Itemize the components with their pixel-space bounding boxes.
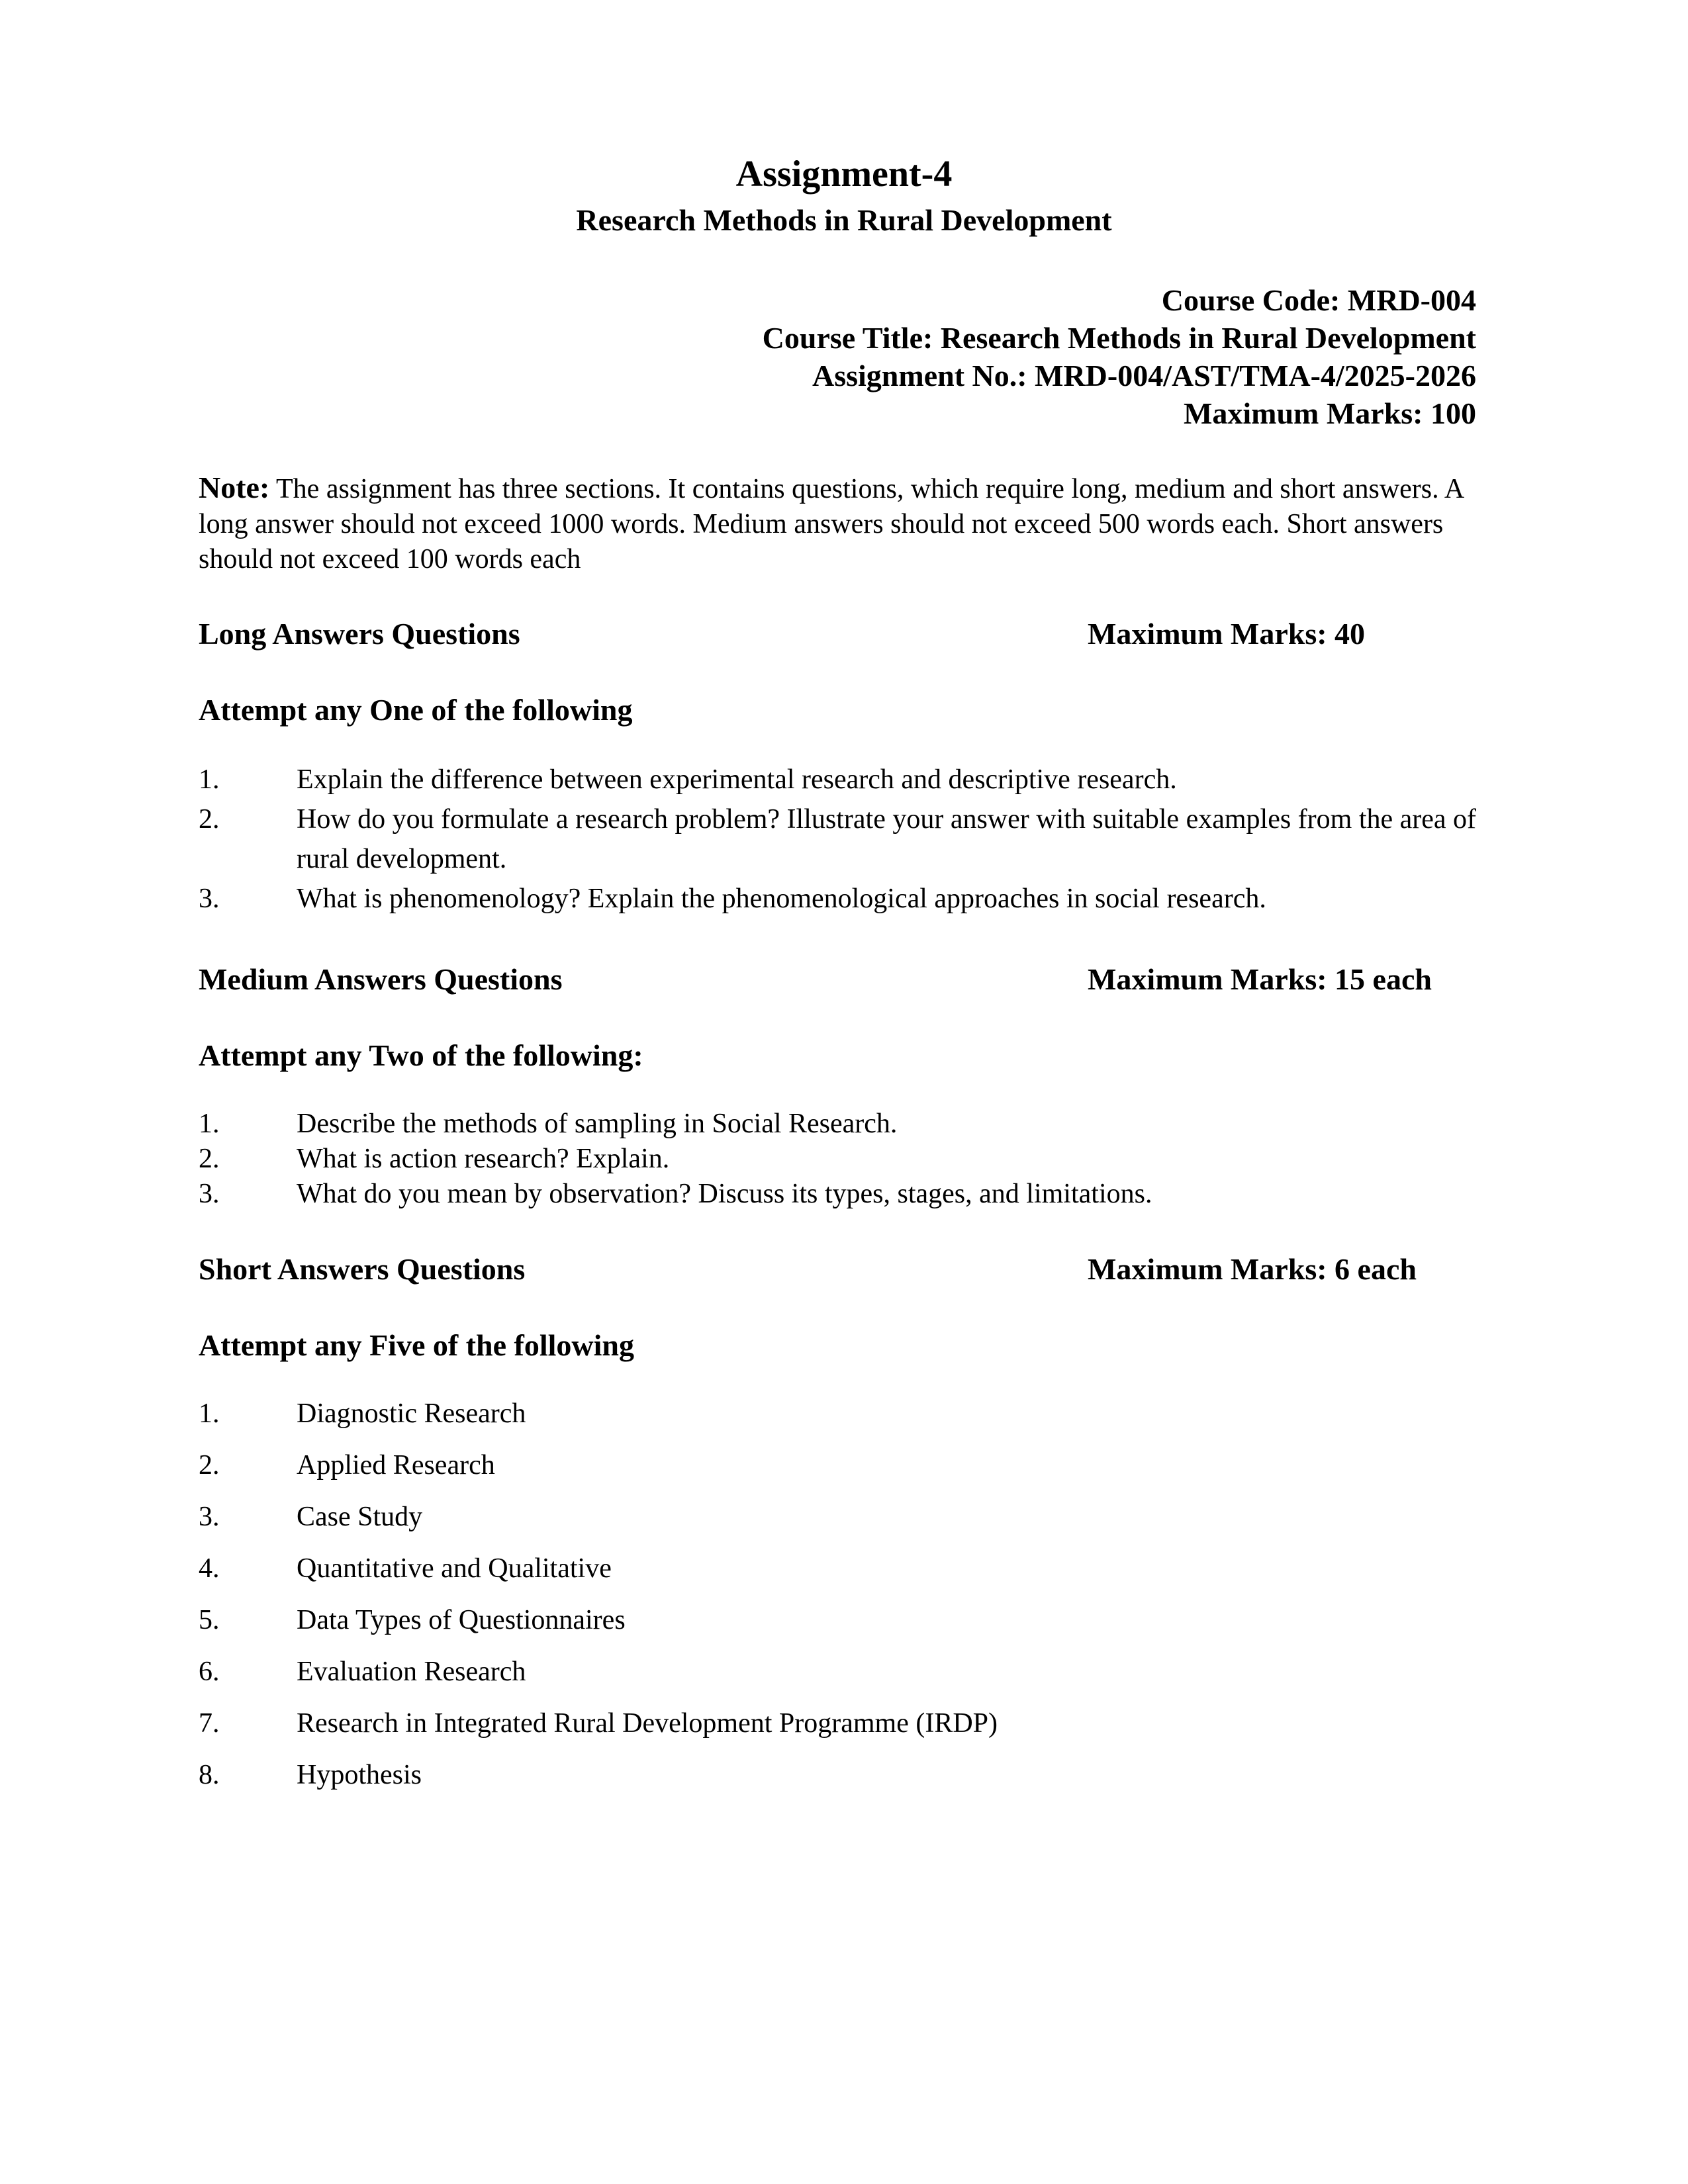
item-text: Data Types of Questionnaires xyxy=(297,1605,626,1635)
item-text: Applied Research xyxy=(297,1450,495,1480)
list-item xyxy=(199,1704,1483,1743)
item-number: 2. xyxy=(199,1144,220,1174)
item-number: 3. xyxy=(199,1502,220,1532)
course-meta xyxy=(763,281,1476,432)
item-text: Quantitative and Qualitative xyxy=(297,1553,612,1584)
assignment-note xyxy=(199,470,1483,577)
item-text: How do you formulate a research problem? Illustrate your answer with suitable examples from the area of rural development. xyxy=(297,804,1477,874)
long-section-title: Long Answers Questions xyxy=(199,617,520,651)
list-item xyxy=(199,1107,1483,1142)
medium-question-list xyxy=(199,1107,1483,1212)
course-title: Course Title: Research Methods in Rural Development xyxy=(762,321,1476,355)
medium-section-instruction: Attempt any Two of the following: xyxy=(199,1038,643,1072)
list-item xyxy=(199,760,1483,799)
item-text: What is phenomenology? Explain the phenomenological approaches in social research. xyxy=(297,884,1266,914)
item-number: 3. xyxy=(199,884,220,914)
item-number: 2. xyxy=(199,804,220,835)
item-number: 8. xyxy=(199,1760,220,1790)
page-title: Assignment-4 xyxy=(735,154,953,195)
long-section-marks: Maximum Marks: 40 xyxy=(1088,617,1366,651)
list-item xyxy=(199,1394,1483,1433)
maximum-marks-total: Maximum Marks: 100 xyxy=(1183,396,1476,430)
item-text: What do you mean by observation? Discuss its types, stages, and limitations. xyxy=(297,1179,1152,1209)
item-text: Case Study xyxy=(297,1502,423,1532)
medium-section-title: Medium Answers Questions xyxy=(199,962,563,996)
short-question-list xyxy=(199,1394,1483,1807)
note-text: The assignment has three sections. It contains questions, which require long, medium and short answers. A long answer should not exceed 1000 words. Medium answers should not exceed 500 words each. Short answers should not exceed 100 words each xyxy=(199,474,1463,574)
item-number: 6. xyxy=(199,1657,220,1687)
item-number: 1. xyxy=(199,764,220,795)
list-item xyxy=(199,1600,1483,1640)
short-section-instruction: Attempt any Five of the following xyxy=(199,1328,634,1362)
short-section-heading xyxy=(199,1254,1483,1285)
course-code: Course Code: MRD-004 xyxy=(1161,283,1476,317)
long-section-instruction: Attempt any One of the following xyxy=(199,693,633,727)
list-item xyxy=(199,1755,1483,1795)
long-question-list xyxy=(199,760,1483,919)
medium-section-marks: Maximum Marks: 15 each xyxy=(1088,962,1432,996)
item-number: 5. xyxy=(199,1605,220,1635)
item-text: What is action research? Explain. xyxy=(297,1144,670,1174)
item-text: Explain the difference between experimental research and descriptive research. xyxy=(297,764,1177,795)
item-text: Hypothesis xyxy=(297,1760,422,1790)
list-item xyxy=(199,799,1483,879)
item-number: 4. xyxy=(199,1553,220,1584)
item-text: Describe the methods of sampling in Social Research. xyxy=(297,1109,898,1139)
list-item xyxy=(199,1445,1483,1485)
short-section-marks: Maximum Marks: 6 each xyxy=(1088,1252,1417,1286)
list-item xyxy=(199,1652,1483,1692)
item-number: 1. xyxy=(199,1398,220,1429)
list-item xyxy=(199,879,1483,919)
item-text: Diagnostic Research xyxy=(297,1398,526,1429)
item-text: Research in Integrated Rural Development Programme (IRDP) xyxy=(297,1708,998,1739)
item-number: 7. xyxy=(199,1708,220,1739)
list-item xyxy=(199,1142,1483,1177)
list-item xyxy=(199,1177,1483,1212)
medium-section-heading xyxy=(199,964,1483,995)
note-label: Note: xyxy=(199,471,270,504)
item-number: 2. xyxy=(199,1450,220,1480)
assignment-number: Assignment No.: MRD-004/AST/TMA-4/2025-2026 xyxy=(812,359,1476,392)
page-subtitle: Research Methods in Rural Development xyxy=(576,203,1112,237)
item-text: Evaluation Research xyxy=(297,1657,526,1687)
short-section-title: Short Answers Questions xyxy=(199,1252,526,1286)
list-item xyxy=(199,1497,1483,1537)
item-number: 3. xyxy=(199,1179,220,1209)
list-item xyxy=(199,1549,1483,1588)
item-number: 1. xyxy=(199,1109,220,1139)
long-section-heading xyxy=(199,619,1483,649)
